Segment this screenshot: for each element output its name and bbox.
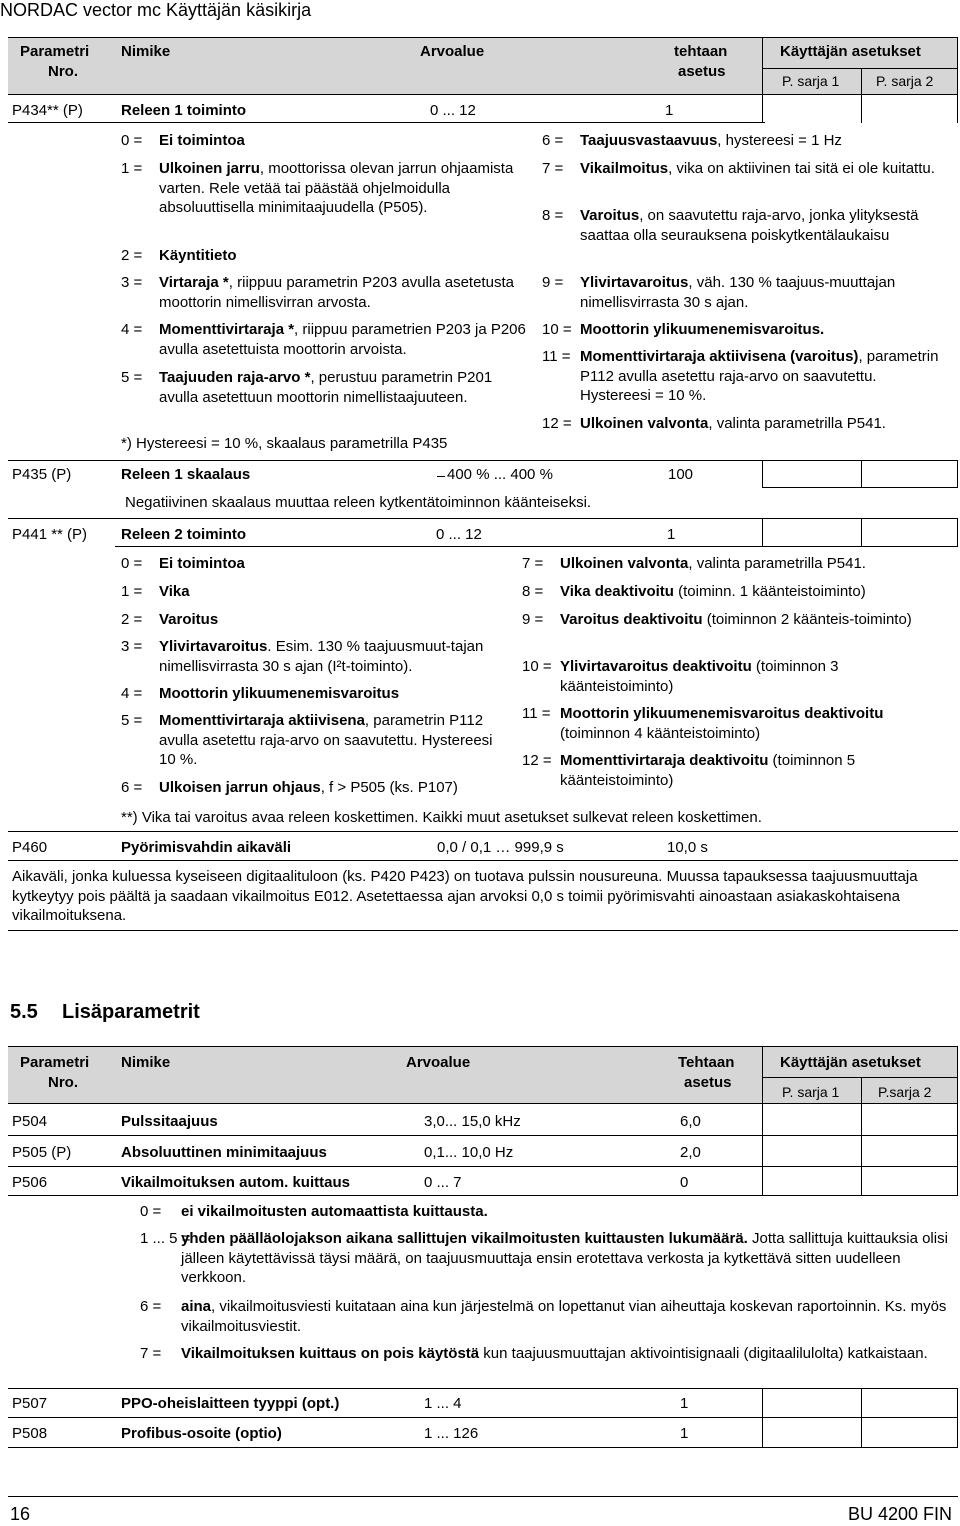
- p506-id: P506: [12, 1174, 48, 1191]
- p441-note: **) Vika tai varoitus avaa releen koskettimen. Kaikki muut asetukset sulkevat releen koskettimen.: [121, 809, 762, 826]
- header-user-settings: Käyttäjän asetukset: [780, 43, 921, 60]
- t2-header-nro: Nro.: [48, 1074, 78, 1091]
- header-default-2: asetus: [678, 63, 726, 80]
- p441-name: Releen 2 toiminto: [121, 526, 247, 543]
- p434-range: 0 ... 12: [430, 102, 476, 119]
- p441-option-10: 10 = Ylivirtavaroitus deaktivoitu (toiminnon 3 käänteistoiminto): [522, 658, 839, 695]
- page-number: 16: [10, 1504, 31, 1524]
- p441-option-1: 1 = Vika: [121, 583, 190, 600]
- header-set1: P. sarja 1: [782, 73, 840, 89]
- p434-default: 1: [665, 102, 674, 119]
- p434-option-3: 3 = Virtaraja *, riippuu parametrin P203 avulla asetetusta moottorin nimellisvirran arvosta.: [121, 274, 514, 311]
- p434-option-4: 4 = Momenttivirtaraja *, riippuu parametrien P203 ja P206 avulla asetettuista moottorin arvoista.: [121, 321, 526, 358]
- header-default-1: tehtaan: [674, 43, 728, 60]
- p507-name: PPO-oheislaitteen tyyppi (opt.): [121, 1395, 340, 1412]
- p508-range: 1 ... 126: [424, 1425, 479, 1442]
- p434-option-12: 12 = Ulkoinen valvonta, valinta parametrilla P541.: [542, 415, 886, 432]
- p506-option-7: 7 = Vikailmoituksen kuittaus on pois käytöstä kun taajuusmuuttajan aktivointisignaali (digitaalilulolta) katkaistaan.: [140, 1345, 928, 1362]
- p505-name: Absoluuttinen minimitaajuus: [121, 1144, 327, 1161]
- p504-default: 6,0: [680, 1113, 701, 1130]
- section-title: Lisäparametrit: [62, 1001, 200, 1023]
- p441-option-4: 4 = Moottorin ylikuumenemisvaroitus: [121, 685, 400, 702]
- p507-default: 1: [680, 1395, 689, 1412]
- p435-minus-sign: [437, 476, 445, 477]
- header-param: Parametri: [20, 43, 90, 60]
- p460-range: 0,0 / 0,1 … 999,9 s: [437, 839, 564, 856]
- document-title: NORDAC vector mc Käyttäjän käsikirja: [0, 0, 312, 20]
- p507-id: P507: [12, 1395, 48, 1412]
- p508-id: P508: [12, 1425, 48, 1442]
- section-number: 5.5: [10, 1001, 38, 1023]
- p506-option-6: 6 = aina, vikailmoitusviesti kuitataan aina kun järjestelmä on lopettanut vian aiheuttaja koskevan raportoinnin. Ks. myös vikailmoitusviestit.: [140, 1298, 947, 1335]
- t2-header-default-2: asetus: [684, 1074, 732, 1091]
- p434-option-1: 1 = Ulkoinen jarru, moottorissa olevan jarrun ohjaamista varten. Rele vetää tai päästää ohjelmoidulla absoluuttisella minimitaajuudella (P505).: [121, 160, 514, 216]
- p504-name: Pulssitaajuus: [121, 1113, 218, 1130]
- header-name: Nimike: [121, 43, 171, 60]
- p441-option-7: 7 = Ulkoinen valvonta, valinta parametrilla P541.: [522, 555, 866, 572]
- p460-name: Pyörimisvahdin aikaväli: [121, 839, 292, 856]
- p506-default: 0: [680, 1174, 689, 1191]
- p441-default: 1: [667, 526, 676, 543]
- p508-default: 1: [680, 1425, 689, 1442]
- p441-option-11: 11 = Moottorin ylikuumenemisvaroitus deaktivoitu (toiminnon 4 käänteistoiminto): [522, 705, 884, 742]
- p434-option-10: 10 = Moottorin ylikuumenemisvaroitus.: [542, 321, 825, 338]
- p435-note: Negatiivinen skaalaus muuttaa releen kytkentätoiminnon käänteiseksi.: [125, 494, 592, 511]
- t2-header-param: Parametri: [20, 1054, 90, 1071]
- p441-option-3: 3 = Ylivirtavaroitus. Esim. 130 % taajuusmuut-tajan nimellisvirrasta 30 s ajan (I²t-toiminto).: [121, 638, 484, 675]
- p435-id: P435 (P): [12, 466, 72, 483]
- t2-header-name: Nimike: [121, 1054, 171, 1071]
- p434-option-0: 0 = Ei toimintoa: [121, 132, 245, 149]
- p434-option-2: 2 = Käyntitieto: [121, 247, 237, 264]
- p441-option-2: 2 = Varoitus: [121, 611, 219, 628]
- p505-default: 2,0: [680, 1144, 701, 1161]
- p504-range: 3,0... 15,0 kHz: [424, 1113, 521, 1130]
- p434-option-9: 9 = Ylivirtavaroitus, väh. 130 % taajuus-muuttajan nimellisvirrasta 30 s ajan.: [542, 274, 896, 311]
- t2-header-set1: P. sarja 1: [782, 1084, 840, 1100]
- p441-option-0: 0 = Ei toimintoa: [121, 555, 245, 572]
- p460-id: P460: [12, 839, 48, 856]
- header-range: Arvoalue: [420, 43, 485, 60]
- t2-header-set2: P.sarja 2: [878, 1084, 932, 1100]
- p434-option-7: 7 = Vikailmoitus, vika on aktiivinen tai sitä ei ole kuitattu.: [542, 160, 935, 177]
- t2-header-user-settings: Käyttäjän asetukset: [780, 1054, 921, 1071]
- p434-option-6: 6 = Taajuusvastaavuus, hystereesi = 1 Hz: [542, 132, 842, 149]
- p441-id: P441 ** (P): [12, 526, 88, 543]
- header-nro: Nro.: [48, 63, 78, 80]
- p434-option-8: 8 = Varoitus, on saavutettu raja-arvo, jonka ylityksestä saattaa olla seurauksena poiskytkentälaukaisu: [542, 207, 919, 244]
- p434-option-11: 11 = Momenttivirtaraja aktiivisena (varoitus), parametrin P112 avulla asetettu raja-arvo on saavutettu. Hystereesi = 10 %.: [542, 348, 939, 404]
- p506-range: 0 ... 7: [424, 1174, 462, 1191]
- p505-id: P505 (P): [12, 1144, 72, 1161]
- p506-name: Vikailmoituksen autom. kuittaus: [121, 1174, 350, 1191]
- t2-header-default-1: Tehtaan: [678, 1054, 735, 1071]
- p506-option-0: 0 = ei vikailmoitusten automaattista kuittausta.: [140, 1203, 488, 1220]
- p506-option-1-5: 1 ... 5 = yhden päälläolojakson aikana sallittujen vikailmoitusten kuittausten lukumäärä. Jotta sallittuja kuittauksia olisi jälleen käytettävissä täysi määrä, on taajuusmuuttaja ensin erotettava verkosta ja kytkettävä sitten uudelleen verkkoon.: [140, 1230, 948, 1286]
- p435-range: 400 % ... 400 %: [447, 466, 553, 483]
- p441-range: 0 ... 12: [436, 526, 482, 543]
- p460-default: 10,0 s: [667, 839, 708, 856]
- t2-header-range: Arvoalue: [406, 1054, 471, 1071]
- p441-option-9: 9 = Varoitus deaktivoitu (toiminnon 2 käänteis-toiminto): [522, 611, 912, 628]
- p441-option-5: 5 = Momenttivirtaraja aktiivisena, parametrin P112 avulla asetettu raja-arvo on saavutettu. Hystereesi 10 %.: [121, 712, 493, 768]
- p507-range: 1 ... 4: [424, 1395, 462, 1412]
- document-code: BU 4200 FIN: [848, 1504, 953, 1524]
- p508-name: Profibus-osoite (optio): [121, 1425, 282, 1442]
- header-set2: P. sarja 2: [876, 73, 934, 89]
- p441-option-6: 6 = Ulkoisen jarrun ohjaus, f > P505 (ks. P107): [121, 779, 458, 796]
- p460-description: Aikaväli, jonka kuluessa kyseiseen digitaalituloon (ks. P420 P423) on tuotava pulssin nousureuna. Muussa tapauksessa taajuusmuuttaja kytkeytyy pois päältä ja saadaan vikailmoitus E012. Asetettaessa ajan arvoksi 0,0 s toimii pyörimisvahti ainoastaan asiakaskohtaisena vikailmoituksena.: [12, 868, 918, 924]
- p434-name: Releen 1 toiminto: [121, 102, 247, 119]
- p434-option-5: 5 = Taajuuden raja-arvo *, perustuu parametrin P201 avulla asetettuun moottorin nimellistaajuuteen.: [121, 369, 493, 406]
- p435-name: Releen 1 skaalaus: [121, 466, 251, 483]
- p504-id: P504: [12, 1113, 48, 1130]
- p435-default: 100: [668, 466, 694, 483]
- p441-option-12: 12 = Momenttivirtaraja deaktivoitu (toiminnon 5 käänteistoiminto): [522, 752, 856, 789]
- p434-note: *) Hystereesi = 10 %, skaalaus parametrilla P435: [121, 435, 448, 452]
- p441-option-8: 8 = Vika deaktivoitu (toiminn. 1 käänteistoiminto): [522, 583, 866, 600]
- p434-id: P434** (P): [12, 102, 83, 119]
- p505-range: 0,1... 10,0 Hz: [424, 1144, 514, 1161]
